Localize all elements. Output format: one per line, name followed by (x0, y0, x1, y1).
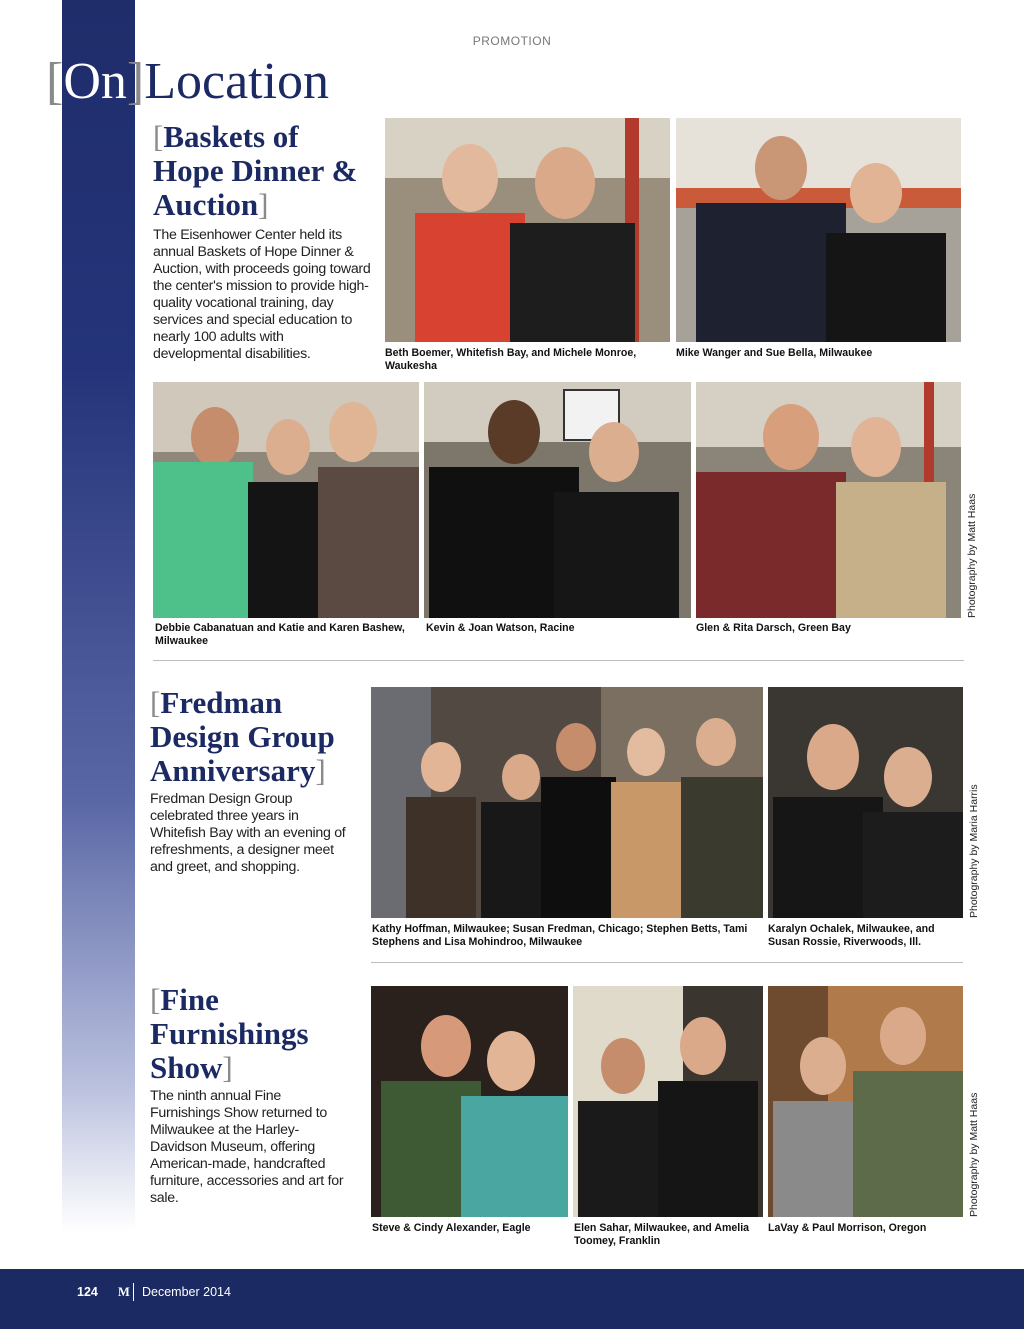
section-body-fine-furnishings: The ninth annual Fine Furnishings Show returned to Milwaukee at the Harley-Davidson Museum, offering American-made, handcrafted furniture, accessories and art for sale. (150, 1088, 344, 1206)
event-photo (676, 118, 961, 342)
title-line: Auction] (153, 187, 269, 222)
title-line: [Fine (150, 982, 219, 1017)
event-photo (768, 687, 963, 918)
event-photo (371, 986, 568, 1217)
event-photo (371, 687, 763, 918)
title-line: [Baskets of (153, 119, 299, 154)
page-number: 124 (77, 1285, 98, 1299)
photo-credit: Photography by Matt Haas (966, 493, 978, 618)
section-title-baskets (153, 120, 357, 222)
masthead-on: On (63, 53, 127, 110)
title-line: Furnishings (150, 1016, 309, 1051)
section-body-fredman: Fredman Design Group celebrated three years in Whitefish Bay with an evening of refreshments, a designer meet and greet, and shopping. (150, 791, 346, 875)
event-photo (424, 382, 691, 618)
photo-caption: Elen Sahar, Milwaukee, and Amelia Toomey, Franklin (574, 1222, 750, 1247)
photo-caption: Beth Boemer, Whitefish Bay, and Michele Monroe, Waukesha (385, 347, 637, 372)
event-photo (153, 382, 419, 618)
section-body-baskets: The Eisenhower Center held its annual Baskets of Hope Dinner & Auction, with proceeds going toward the center's mission to provide high-quality vocational training, day services and special education to nearly 100 adults with developmental disabilities. (153, 227, 371, 362)
event-photo (573, 986, 763, 1217)
section-divider (153, 660, 964, 661)
magazine-mark: M (118, 1285, 130, 1299)
photo-caption: Kevin & Joan Watson, Racine (426, 622, 575, 634)
issue-date: December 2014 (142, 1285, 231, 1299)
section-title-fredman (150, 686, 335, 788)
title-line: Show] (150, 1050, 233, 1085)
title-line: Design Group (150, 719, 335, 754)
photo-credit: Photography by Maria Harris (968, 784, 980, 918)
event-photo (768, 986, 963, 1217)
photo-caption: Steve & Cindy Alexander, Eagle (372, 1222, 531, 1234)
photo-caption: Debbie Cabanatuan and Katie and Karen Bashew, Milwaukee (155, 622, 405, 647)
section-title-fine-furnishings (150, 983, 309, 1085)
photo-credit: Photography by Matt Haas (968, 1092, 980, 1217)
masthead-open-bracket: [ (46, 53, 64, 110)
title-line: Anniversary] (150, 753, 326, 788)
photo-caption: LaVay & Paul Morrison, Oregon (768, 1222, 927, 1234)
photo-caption: Kathy Hoffman, Milwaukee; Susan Fredman, Chicago; Stephen Betts, Tami Stephens and Lisa Mohindroo, Milwaukee (372, 923, 748, 948)
title-line: [Fredman (150, 685, 283, 720)
promotion-label: PROMOTION (472, 34, 552, 48)
photo-caption: Karalyn Ochalek, Milwaukee, and Susan Rossie, Riverwoods, Ill. (768, 923, 935, 948)
event-photo (385, 118, 670, 342)
masthead-title (46, 52, 329, 112)
footer-separator (133, 1283, 134, 1301)
sidebar-color-bar (62, 0, 135, 1232)
photo-caption: Mike Wanger and Sue Bella, Milwaukee (676, 347, 873, 359)
footer-bar (0, 1269, 1024, 1329)
masthead-close-bracket: ] (126, 53, 145, 110)
event-photo (696, 382, 961, 618)
title-line: Hope Dinner & (153, 153, 358, 188)
masthead-location: Location (144, 53, 330, 110)
section-divider (371, 962, 963, 963)
photo-caption: Glen & Rita Darsch, Green Bay (696, 622, 851, 634)
